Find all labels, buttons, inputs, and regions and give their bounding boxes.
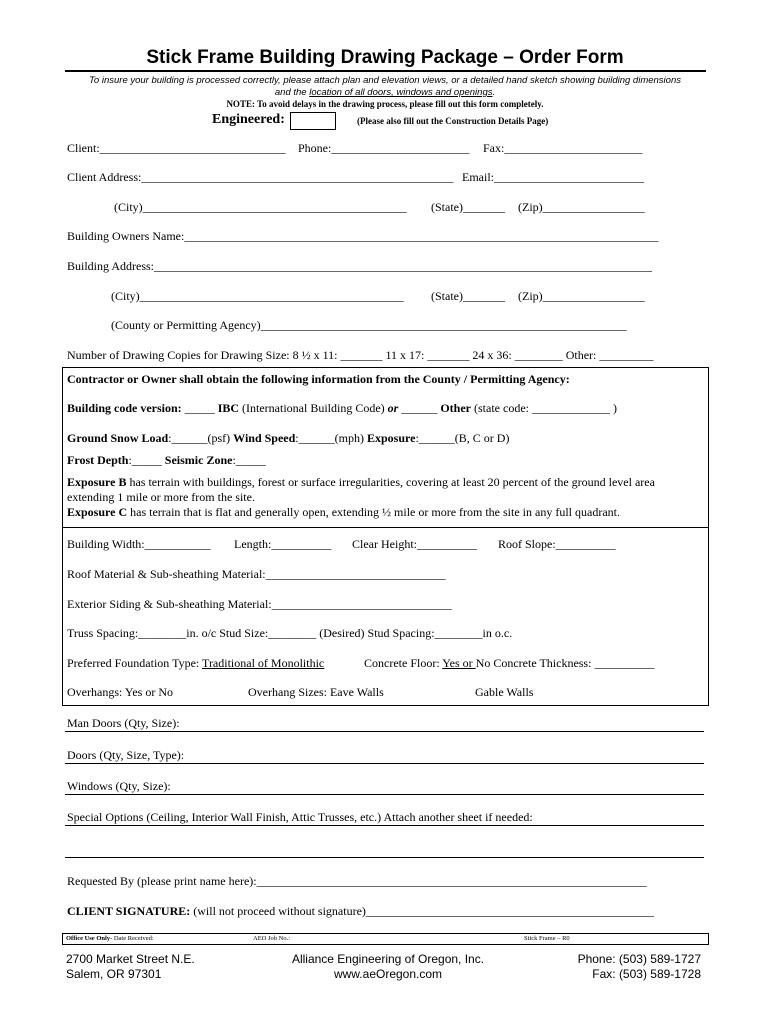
load-row[interactable] [67,431,509,446]
building-code-blank[interactable]: _____ [181,401,218,415]
doors-label: Doors (Qty, Size, Type): [67,748,185,762]
client-field[interactable]: Client:_______________________________ [67,141,286,155]
seismic-zone-label: Seismic Zone [164,453,233,467]
windows-line[interactable] [65,794,704,795]
ibc-text: (International Building Code) [239,401,388,415]
exposure-c-text: has terrain that is flat and generally open, extending ½ mile or more from the site in any full quadrant. [127,505,620,519]
client-address-field[interactable]: Client Address:____________________________________________________ [67,170,454,184]
county-info-heading: Contractor or Owner shall obtain the following information from the County / Permitting Agency: [67,372,570,386]
building-owners-field[interactable]: Building Owners Name:_______________________________________________________________________________ [67,229,659,243]
client-state-field[interactable]: (State)_______ [431,200,505,214]
footer-address-line-1: 2700 Market Street N.E. [66,952,195,966]
footer-address-line-2: Salem, OR 97301 [66,967,162,981]
doors-line[interactable] [65,763,704,764]
eave-walls-label[interactable]: Overhang Sizes: Eave Walls [248,685,384,699]
man-doors-line[interactable] [65,731,704,732]
exposure-field[interactable]: :______(B, C or D) [415,431,510,445]
state-code-field[interactable]: (state code: _____________ ) [471,401,617,415]
special-options-line-1[interactable] [65,825,704,826]
foundation-row[interactable] [67,656,324,671]
engineered-checkbox[interactable] [290,112,336,130]
date-received-label[interactable]: Date Received: [112,935,154,942]
truss-stud-spacing-field[interactable]: Truss Spacing:________in. o/c Stud Size:________ (Desired) Stud Spacing:________in o.c. [67,626,513,640]
intro-line-2 [0,87,770,98]
county-agency-field[interactable]: (County or Permitting Agency)_____________________________________________________________ [111,318,627,332]
building-width-field[interactable]: Building Width:___________ [67,537,211,551]
title-underline [65,70,706,72]
clear-height-field[interactable]: Clear Height:__________ [352,537,477,551]
other-blank[interactable]: ______ [398,401,441,415]
building-state-field[interactable]: (State)_______ [431,289,505,303]
wind-speed-field[interactable]: :______(mph) [295,431,367,445]
building-details-box [62,528,709,706]
roof-material-field[interactable]: Roof Material & Sub-sheathing Material:______________________________ [67,567,446,581]
engineered-label: Engineered: [212,112,285,127]
office-use-row [66,935,154,942]
roof-slope-field[interactable]: Roof Slope:__________ [498,537,616,551]
footer-fax: Fax: (503) 589-1728 [592,967,701,981]
or-label: or [387,401,399,415]
frost-seismic-row[interactable] [67,453,266,468]
concrete-floor-option[interactable]: Yes or [442,656,476,670]
exposure-c-description [67,505,620,520]
exposure-b-label: Exposure B [67,475,127,489]
intro-line-2-start: and the [274,87,310,98]
exposure-b-text: has terrain with buildings, forest or surface irregularities, covering at least 20 percent of the ground level area extending 1 mile or more from the site. [67,475,655,504]
gable-walls-label[interactable]: Gable Walls [475,685,534,699]
frost-depth-field[interactable]: :_____ [128,453,165,467]
drawing-copies-field[interactable]: Number of Drawing Copies for Drawing Size: 8 ½ x 11: _______ 11 x 17: _______ 24 x 36: ________ Other: _________ [67,348,654,362]
exposure-label: Exposure [366,431,416,445]
client-signature-field[interactable]: (will not proceed without signature)________________________________________________ [190,904,654,918]
requested-by-field[interactable]: Requested By (please print name here):_________________________________________________________________ [67,874,647,888]
building-zip-field[interactable]: (Zip)_________________ [518,289,645,303]
client-signature-label: CLIENT SIGNATURE: [67,904,191,918]
phone-field[interactable]: Phone:_______________________ [298,141,470,155]
special-options-label: Special Options (Ceiling, Interior Wall Finish, Attic Trusses, etc.) Attach another sheet if needed: [67,810,533,824]
intro-line-2-end: . [492,87,496,98]
building-code-label: Building code version: [67,401,182,415]
building-code-row[interactable] [67,401,617,416]
office-use-strip [62,933,709,945]
exposure-b-description [67,475,692,505]
footer-phone: Phone: (503) 589-1727 [577,952,701,966]
ibc-label: IBC [217,401,240,415]
engineered-note: (Please also fill out the Construction Details Page) [357,116,549,126]
aeo-job-number-label[interactable]: AEO Job No.: [253,935,291,942]
client-zip-field[interactable]: (Zip)_________________ [518,200,645,214]
windows-label: Windows (Qty, Size): [67,779,171,793]
exterior-siding-field[interactable]: Exterior Siding & Sub-sheathing Material:______________________________ [67,597,452,611]
intro-line-2-link: location of all doors, windows and openings [309,87,493,98]
building-address-field[interactable]: Building Address:___________________________________________________________________________________ [67,259,653,273]
overhangs-option[interactable]: Overhangs: Yes or No [67,685,173,699]
office-use-label: Office Use Only- [66,935,113,942]
snow-load-field[interactable]: :______(psf) [168,431,234,445]
intro-line-1: To insure your building is processed correctly, please attach plan and elevation views, or a detailed hand sketch showing building dimensions [89,75,681,86]
building-length-field[interactable]: Length:__________ [234,537,332,551]
seismic-zone-field[interactable]: :_____ [232,453,266,467]
foundation-type-option[interactable]: Traditional of Monolithic [202,656,325,670]
footer-company-name: Alliance Engineering of Oregon, Inc. [291,952,485,966]
form-note: NOTE: To avoid delays in the drawing process, please fill out this form completely. [226,99,544,109]
footer-website-link[interactable]: www.aeOregon.com [333,967,443,981]
client-signature-row[interactable] [67,904,654,919]
client-city-field[interactable]: (City)____________________________________________ [114,200,407,214]
form-title: Stick Frame Building Drawing Package – Order Form [146,47,624,68]
wind-speed-label: Wind Speed [233,431,296,445]
special-options-line-2[interactable] [65,857,704,858]
building-city-field[interactable]: (City)____________________________________________ [111,289,404,303]
foundation-label: Preferred Foundation Type: [67,656,203,670]
other-label: Other [440,401,471,415]
snow-load-label: Ground Snow Load [67,431,169,445]
fax-field[interactable]: Fax:_______________________ [483,141,643,155]
concrete-floor-row[interactable] [364,656,654,671]
frost-depth-label: Frost Depth [67,453,129,467]
exposure-c-label: Exposure C [67,505,128,519]
form-code-label: Stick Frame – R0 [524,935,570,942]
concrete-floor-label: Concrete Floor: [364,656,443,670]
email-field[interactable]: Email:_________________________ [462,170,644,184]
man-doors-label: Man Doors (Qty, Size): [67,716,180,730]
concrete-thickness-field[interactable]: No Concrete Thickness: __________ [475,656,655,670]
